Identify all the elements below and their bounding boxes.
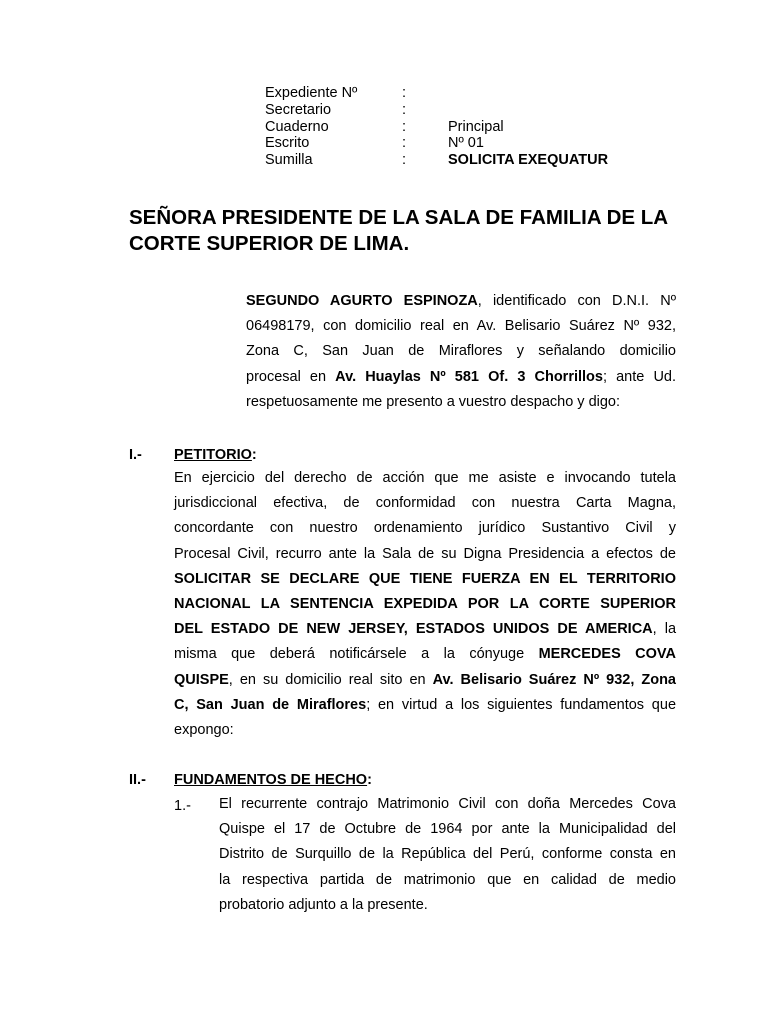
body-line <box>174 668 676 693</box>
body-line: jurisdiccional efectiva, de conformidad con nuestra Carta Magna, <box>174 495 676 512</box>
header-row-expediente <box>265 85 608 102</box>
section-number: I.- <box>129 447 142 463</box>
body-text: misma que deberá notificársele a la cónyuge <box>174 646 539 663</box>
header-label: Secretario <box>265 101 332 118</box>
body-line <box>174 693 676 718</box>
fact-paragraph <box>219 792 676 918</box>
header-colon: : <box>402 152 407 169</box>
section-title-petitorio <box>174 447 257 463</box>
header-value: Nº 01 <box>448 135 484 152</box>
header-colon: : <box>402 135 407 152</box>
body-line: la respectiva partida de matrimonio que en calidad de medio <box>219 871 676 888</box>
body-bold-text: C, San Juan de Miraflores <box>174 696 367 713</box>
body-line: Procesal Civil, recurro ante la Sala de su Digna Presidencia a efectos de <box>174 545 676 562</box>
body-line: SOLICITAR SE DECLARE QUE TIENE FUERZA EN EL TERRITORIO <box>174 570 676 587</box>
header-colon: : <box>402 118 407 135</box>
body-bold-text: Av. Belisario Suárez Nº 932, Zona <box>432 671 676 688</box>
header-label: Escrito <box>265 135 310 152</box>
addressee-heading <box>129 205 689 257</box>
header-row-escrito <box>265 135 608 152</box>
body-text: , la <box>652 621 677 638</box>
intro-line: Zona C, San Juan de Miraflores y señalando domicilio <box>246 343 676 360</box>
body-text: ; en virtud a los siguientes fundamentos que <box>366 696 677 713</box>
header-row-sumilla <box>265 152 608 169</box>
body-line: El recurrente contrajo Matrimonio Civil con doña Mercedes Cova <box>219 796 676 812</box>
body-bold-text: QUISPE <box>174 671 229 688</box>
body-line: concordante con nuestro ordenamiento jurídico Sustantivo Civil y <box>174 520 676 537</box>
header-value: Principal <box>448 118 504 135</box>
intro-line: respetuosamente me presento a vuestro despacho y digo: <box>246 393 621 410</box>
intro-text: , identificado con D.N.I. Nº <box>477 293 676 309</box>
section-title-text: PETITORIO <box>174 447 252 463</box>
intro-text: ; ante Ud. <box>602 368 677 385</box>
body-line <box>174 642 676 667</box>
body-line: En ejercicio del derecho de acción que me asiste e invocando tutela <box>174 470 676 486</box>
body-line <box>174 617 676 642</box>
procedural-address: Av. Huaylas Nº 581 Of. 3 Chorrillos <box>335 368 603 385</box>
body-line: Distrito de Surquillo de la República del Perú, conforme consta en <box>219 846 676 863</box>
section-number: II.- <box>129 772 146 788</box>
header-row-secretario <box>265 102 608 119</box>
section-title-text: FUNDAMENTOS DE HECHO <box>174 772 368 788</box>
header-colon: : <box>402 85 407 101</box>
header-label: Cuaderno <box>265 118 329 135</box>
intro-text: procesal en <box>246 368 336 385</box>
intro-line <box>246 289 676 314</box>
body-bold-text: DEL ESTADO DE NEW JERSEY, ESTADOS UNIDOS DE AMERICA <box>174 621 653 638</box>
addressee-line-1: SEÑORA PRESIDENTE DE LA SALA DE FAMILIA DE LA <box>129 206 669 229</box>
header-value: SOLICITA EXEQUATUR <box>448 152 609 169</box>
body-bold-text: MERCEDES COVA <box>538 646 677 663</box>
petitorio-paragraph <box>174 466 676 743</box>
body-line: NACIONAL LA SENTENCIA EXPEDIDA POR LA CORTE SUPERIOR <box>174 596 676 613</box>
section-title-fundamentos <box>174 772 372 788</box>
header-label: Expediente Nº <box>265 85 358 101</box>
section-title-suffix: : <box>367 772 372 788</box>
intro-paragraph <box>246 289 676 415</box>
petitioner-name: SEGUNDO AGURTO ESPINOZA <box>246 293 478 309</box>
header-label: Sumilla <box>265 152 313 169</box>
body-text: , en su domicilio real sito en <box>228 671 433 688</box>
case-header <box>265 85 608 169</box>
section-title-suffix: : <box>251 447 257 463</box>
header-row-cuaderno <box>265 119 608 136</box>
body-line: probatorio adjunto a la presente. <box>219 896 428 913</box>
item-number: 1.- <box>174 798 191 814</box>
addressee-line-2: CORTE SUPERIOR DE LIMA. <box>129 232 410 255</box>
intro-line: 06498179, con domicilio real en Av. Belisario Suárez Nº 932, <box>246 318 676 335</box>
header-colon: : <box>402 101 407 118</box>
body-line: expongo: <box>174 722 234 739</box>
intro-line <box>246 365 676 390</box>
body-line: Quispe el 17 de Octubre de 1964 por ante la Municipalidad del <box>219 821 676 838</box>
